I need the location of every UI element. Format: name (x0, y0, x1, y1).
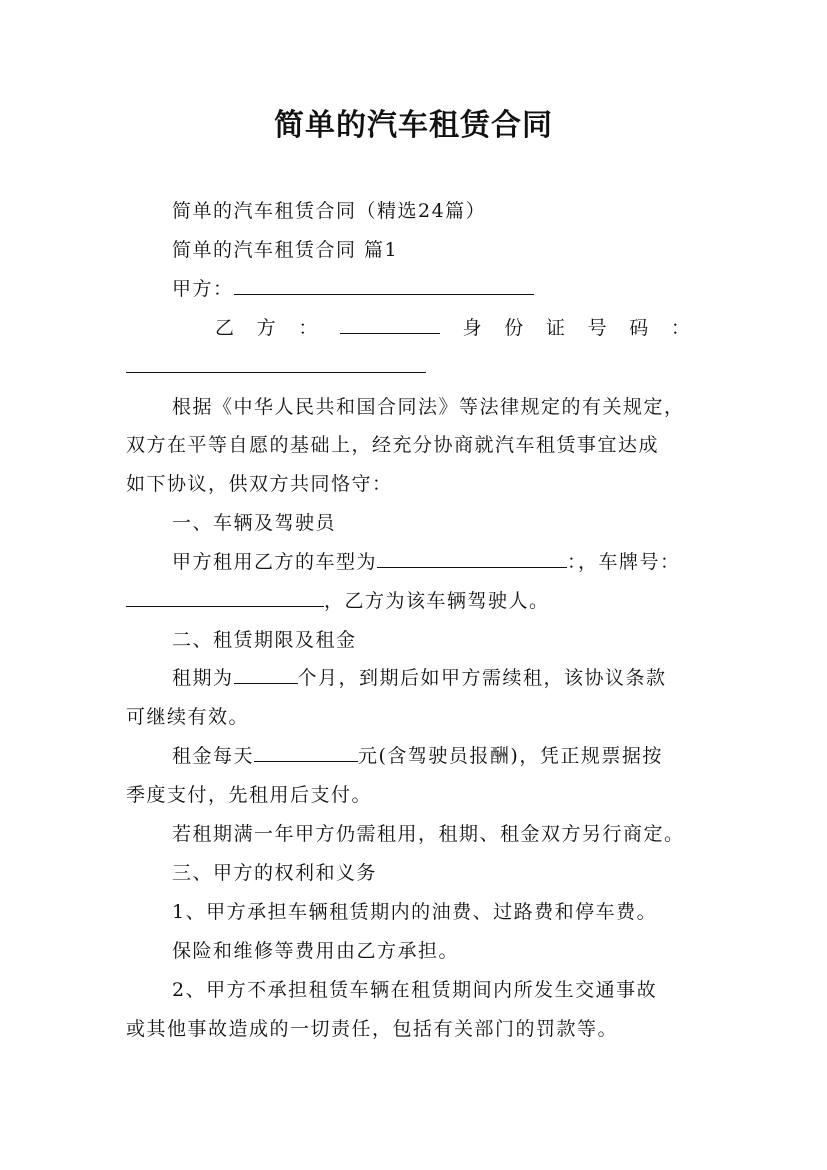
party-b-char: ： (298, 317, 318, 339)
party-a-blank (234, 276, 534, 295)
renew-line: 若租期满一年甲方仍需租用，租期、租金双方另行商定。 (172, 823, 685, 845)
term-line: 可继续有效。 (126, 706, 250, 728)
party-b-blank (340, 315, 440, 334)
id-label-char: 份 (504, 317, 524, 339)
party-a-label: 甲方： (172, 278, 234, 300)
item-1-line: 保险和维修等费用由乙方承担。 (172, 940, 460, 962)
id-number-line (126, 352, 706, 382)
party-b-char: 方 (256, 317, 276, 339)
rent-blank (254, 743, 358, 762)
section-heading-3: 三、甲方的权利和义务 (172, 862, 378, 884)
document-subtitle: 简单的汽车租赁合同（精选24篇） (172, 200, 487, 222)
id-label-char: 码 (629, 317, 649, 339)
rent-line: 季度支付，先租用后支付。 (126, 784, 373, 806)
intro-line: 双方在平等自愿的基础上，经充分协商就汽车租赁事宜达成 (126, 434, 660, 456)
vehicle-line (126, 586, 706, 616)
rent-line (172, 741, 706, 771)
vehicle-line (172, 547, 706, 577)
rent-text: 元(含驾驶员报酬)，凭正规票据按 (358, 745, 663, 767)
item-2-line: 2、甲方不承担租赁车辆在租赁期间内所发生交通事故 (172, 979, 658, 1001)
party-b-line (215, 313, 690, 343)
term-line (172, 663, 706, 693)
item-1-line: 1、甲方承担车辆租赁期内的油费、过路费和停车费。 (172, 901, 658, 923)
id-label-char: 身 (462, 317, 482, 339)
party-b-char: 乙 (215, 317, 235, 339)
intro-line: 根据《中华人民共和国合同法》等法律规定的有关规定， (172, 396, 685, 418)
plate-label: ：，车牌号： (567, 551, 681, 573)
vehicle-model-blank (377, 549, 567, 568)
id-label-char: ： (670, 317, 690, 339)
term-label: 租期为 (172, 667, 234, 689)
plate-blank (126, 588, 324, 607)
term-text: 个月，到期后如甲方需续租，该协议条款 (297, 667, 667, 689)
document-title: 简单的汽车租赁合同 (274, 108, 553, 143)
intro-line: 如下协议，供双方共同恪守： (126, 473, 393, 495)
id-label-char: 号 (587, 317, 607, 339)
term-blank (234, 665, 298, 684)
vehicle-model-label: 甲方租用乙方的车型为 (172, 551, 378, 573)
id-number-blank (126, 354, 426, 373)
section-heading-2: 二、租赁期限及租金 (172, 629, 357, 651)
rent-label: 租金每天 (172, 745, 255, 767)
party-a-line (172, 274, 706, 304)
id-label-char: 证 (545, 317, 565, 339)
driver-text: ，乙方为该车辆驾驶人。 (324, 590, 550, 612)
section-heading-1: 一、车辆及驾驶员 (172, 512, 337, 534)
section-heading: 简单的汽车租赁合同 篇1 (172, 239, 399, 261)
item-2-line: 或其他事故造成的一切责任，包括有关部门的罚款等。 (126, 1018, 619, 1040)
